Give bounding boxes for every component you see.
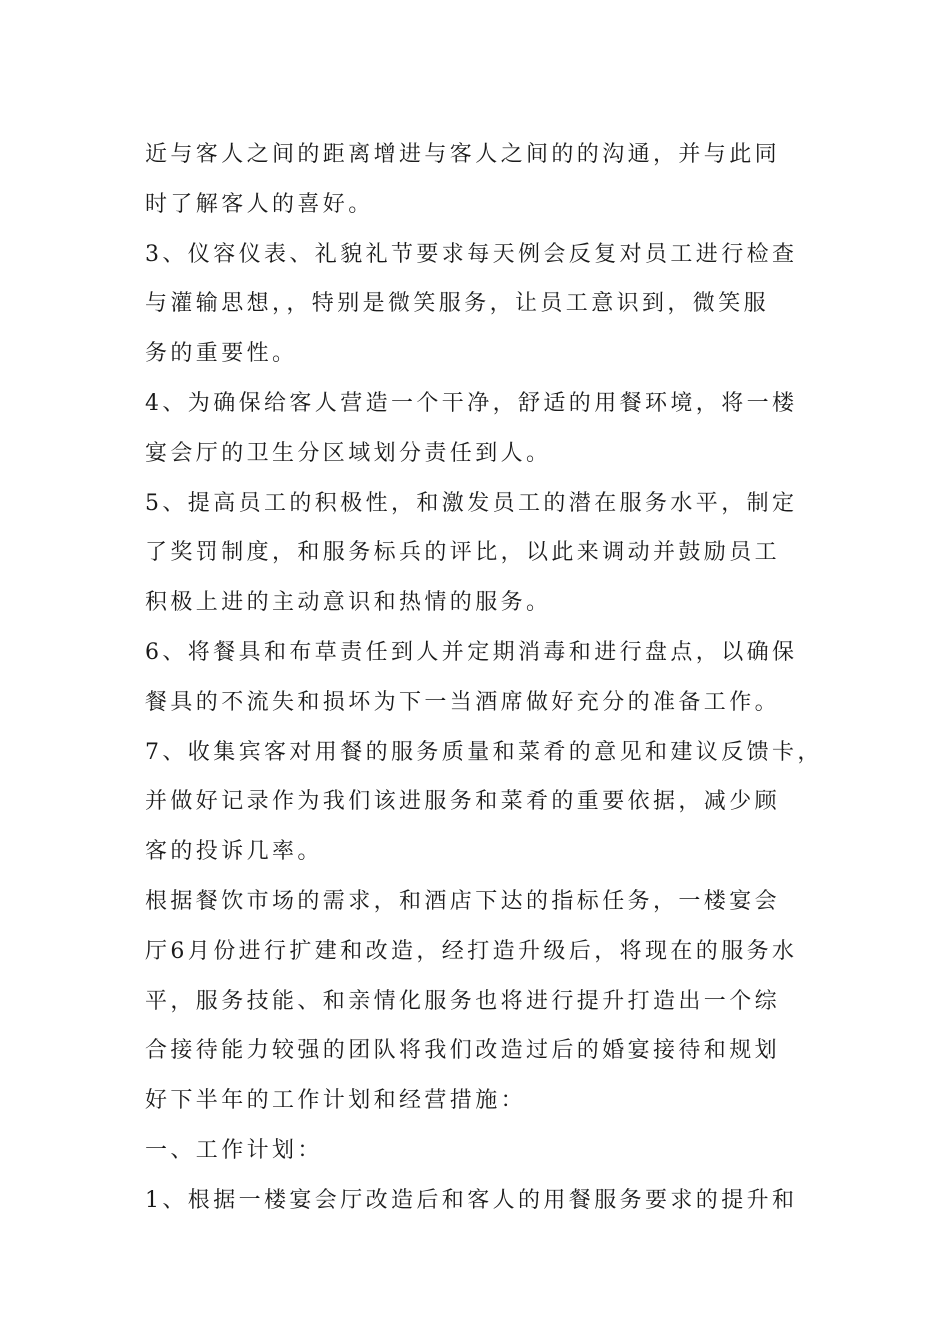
text-line: 时了解客人的喜好。 [145, 191, 374, 217]
text-line: 近与客人之间的距离增进与客人之间的的沟通，并与此同 [145, 142, 781, 167]
text-line: 6、将餐具和布草责任到人并定期消毒和进行盘点，以确保 [145, 639, 798, 665]
text-line: 客的投诉几率。 [145, 839, 323, 865]
text-line: 4、为确保给客人营造一个干净，舒适的用餐环境，将一楼 [145, 390, 798, 416]
text-line: 根据餐饮市场的需求，和酒店下达的指标任务，一楼宴会 [145, 888, 781, 914]
text-line: 务的重要性。 [145, 341, 298, 367]
text-line: 厅6月份进行扩建和改造，经打造升级后，将现在的服务水 [145, 938, 798, 964]
text-line: 积极上进的主动意识和热情的服务。 [145, 590, 552, 616]
text-line: 1、根据一楼宴会厅改造后和客人的用餐服务要求的提升和 [145, 1187, 798, 1213]
text-line: 5、提高员工的积极性，和激发员工的潜在服务水平，制定 [145, 490, 798, 516]
text-line: 平，服务技能、和亲情化服务也将进行提升打造出一个综 [145, 988, 781, 1014]
text-line: 并做好记录作为我们该进服务和菜肴的重要依据，减少顾 [145, 789, 781, 815]
text-line: 宴会厅的卫生分区域划分责任到人。 [145, 440, 552, 466]
text-line: 餐具的不流失和损坏为下一当酒席做好充分的准备工作。 [145, 689, 781, 715]
text-line: 好下半年的工作计划和经营措施： [145, 1088, 527, 1114]
text-line: 7、收集宾客对用餐的服务质量和菜肴的意见和建议反馈卡， [145, 739, 823, 765]
text-line: 了奖罚制度，和服务标兵的评比，以此来调动并鼓励员工 [145, 540, 781, 566]
text-line: 一、工作计划： [145, 1137, 323, 1163]
document-body [145, 130, 823, 1226]
text-line: 3、仪容仪表、礼貌礼节要求每天例会反复对员工进行检查 [145, 241, 798, 267]
text-line: 合接待能力较强的团队将我们改造过后的婚宴接待和规划 [145, 1038, 781, 1064]
text-line: 与灌输思想，，特别是微笑服务，让员工意识到，微笑服 [145, 291, 770, 317]
